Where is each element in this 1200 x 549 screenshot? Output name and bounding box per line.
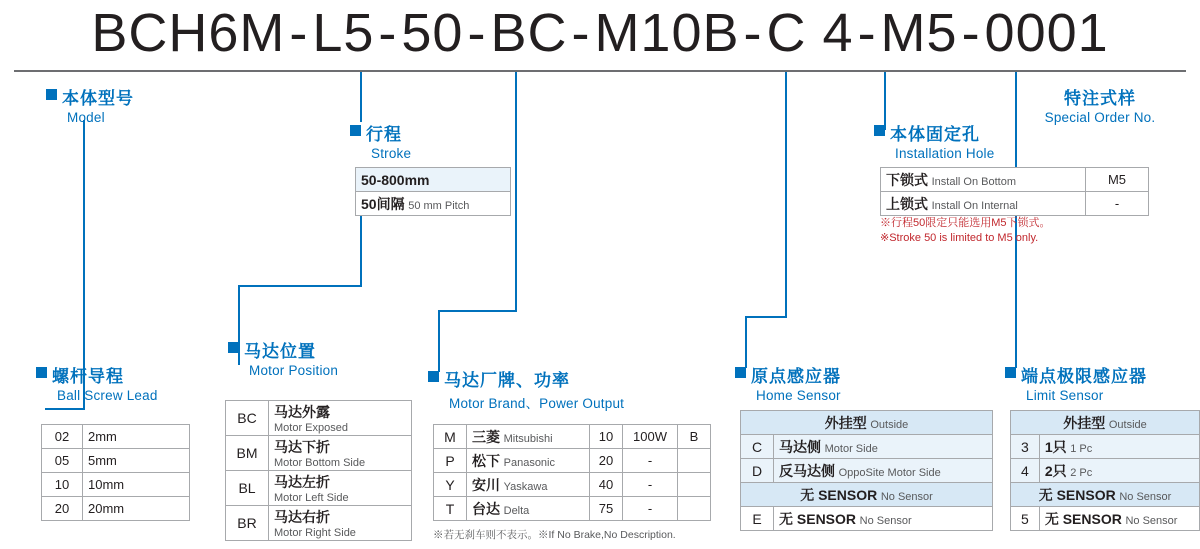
label-model-cn: 本体型号 [62, 89, 134, 108]
code-underline [14, 70, 1186, 72]
limit-sensor-en: No Sensor [1125, 514, 1178, 527]
stroke-table [355, 167, 511, 216]
lead-code: 05 [42, 449, 83, 473]
stroke-pitch-cell [356, 192, 511, 216]
ball-screw-lead-table [41, 424, 190, 521]
brand-cn: 台达 [472, 500, 500, 517]
label-ball-screw-lead-en: Ball Screw Lead [57, 388, 158, 403]
label-home-sensor [735, 362, 841, 403]
motor-brand-footnote: ※若无刹车则不表示。※If No Brake,No Description. [433, 529, 676, 541]
code-dash: - [857, 3, 877, 63]
home-sensor-cn: 马达侧 [779, 438, 821, 455]
brand-en: Mitsubishi [503, 432, 553, 445]
limit-sensor-en: 1 Pc [1070, 442, 1093, 455]
code-dash: - [289, 3, 309, 63]
connector-motor-brand-horizontal [438, 310, 517, 312]
code-dash: - [378, 3, 398, 63]
lead-value: 10mm [83, 473, 190, 497]
home-sensor-en: No Sensor [859, 514, 912, 527]
label-installation-hole [874, 120, 994, 161]
connector-home-sensor-horizontal [745, 316, 787, 318]
label-home-sensor-cn: 原点感应器 [751, 367, 841, 386]
limit-sensor-cn: 无 SENSOR [1038, 486, 1116, 503]
brand-name [467, 473, 590, 497]
home-sensor-table [740, 410, 993, 531]
motor-position-en: Motor Left Side [274, 492, 349, 504]
home-sensor-no-sensor-header [741, 483, 993, 507]
label-motor-brand-cn: 马达厂牌、功率 [444, 371, 570, 390]
brand-code: P [434, 449, 467, 473]
table-row [42, 449, 190, 473]
table-row [226, 471, 412, 506]
code-seg-model: BCH6M [91, 3, 286, 63]
table-row [42, 497, 190, 521]
install-bottom-value: M5 [1086, 168, 1149, 192]
label-ball-screw-lead [36, 362, 158, 403]
bullet-square-icon [735, 367, 746, 378]
home-sensor-cn: 无 SENSOR [800, 486, 878, 503]
lead-code: 20 [42, 497, 83, 521]
install-bottom-cn: 下锁式 [886, 171, 928, 188]
power-value: - [623, 449, 678, 473]
table-row [1011, 459, 1200, 483]
limit-sensor-no-sensor-header [1011, 483, 1200, 507]
bullet-square-icon [228, 342, 239, 353]
table-row [356, 168, 511, 192]
home-sensor-code: D [741, 459, 774, 483]
connector-stroke-down [360, 216, 362, 286]
table-row [42, 473, 190, 497]
lead-code: 10 [42, 473, 83, 497]
stroke-pitch-cn: 50间隔 [361, 195, 405, 212]
bullet-square-icon [428, 371, 439, 382]
power-value: 100W [623, 425, 678, 449]
table-row [881, 192, 1149, 216]
motor-position-table [225, 400, 412, 541]
brand-name [467, 449, 590, 473]
label-motor-position-cn: 马达位置 [244, 342, 316, 361]
home-sensor-en: No Sensor [880, 490, 933, 503]
install-internal-cn: 上锁式 [886, 195, 928, 212]
lead-code: 02 [42, 425, 83, 449]
brand-cn: 松下 [472, 452, 500, 469]
label-motor-brand-en: Motor Brand、Power Output [449, 396, 625, 411]
motor-position-desc [269, 401, 412, 436]
label-motor-position-en: Motor Position [249, 363, 339, 378]
label-model-en: Model [67, 110, 105, 125]
brake-code [678, 449, 711, 473]
lead-value: 2mm [83, 425, 190, 449]
installation-hole-table [880, 167, 1149, 216]
stroke-range-cell [356, 168, 511, 192]
bullet-square-icon [1005, 367, 1016, 378]
motor-position-code: BM [226, 436, 269, 471]
power-code: 75 [590, 497, 623, 521]
motor-position-en: Motor Exposed [274, 422, 348, 434]
power-code: 40 [590, 473, 623, 497]
brand-name [467, 497, 590, 521]
motor-position-code: BR [226, 506, 269, 541]
power-value: - [623, 473, 678, 497]
limit-sensor-table [1010, 410, 1200, 531]
limit-sensor-cn: 1只 [1044, 438, 1067, 455]
code-dash: - [467, 3, 487, 63]
home-sensor-code: C [741, 435, 774, 459]
motor-position-code: BL [226, 471, 269, 506]
brand-name [467, 425, 590, 449]
installation-hole-note [880, 216, 1051, 246]
connector-home-sensor-drop [745, 316, 747, 368]
home-sensor-desc [774, 435, 993, 459]
home-sensor-header [741, 411, 993, 435]
table-row [1011, 507, 1200, 531]
connector-stroke-vertical [360, 72, 362, 122]
table-row [356, 192, 511, 216]
limit-sensor-code: 4 [1011, 459, 1040, 483]
home-sensor-en: Motor Side [824, 442, 878, 455]
code-seg-stroke: 50 [401, 3, 464, 63]
install-internal-value: - [1086, 192, 1149, 216]
code-seg-motor-position: BC [490, 3, 568, 63]
table-row [741, 483, 993, 507]
home-sensor-cn: 反马达侧 [779, 462, 835, 479]
label-limit-sensor-cn: 端点极限感应器 [1021, 367, 1147, 386]
limit-sensor-header-cn: 外挂型 [1063, 414, 1106, 431]
home-sensor-desc [774, 459, 993, 483]
code-seg-special-order: 0001 [984, 3, 1109, 63]
installation-hole-note-en: ※Stroke 50 is limited to M5 only. [880, 231, 1039, 244]
power-code: 10 [590, 425, 623, 449]
label-stroke-en: Stroke [371, 146, 412, 161]
label-stroke-cn: 行程 [366, 125, 402, 144]
brand-code: M [434, 425, 467, 449]
code-dash: - [961, 3, 981, 63]
power-value: - [623, 497, 678, 521]
limit-sensor-desc [1039, 507, 1199, 531]
table-row [226, 436, 412, 471]
motor-position-cn: 马达右折 [274, 509, 330, 525]
motor-position-desc [269, 471, 412, 506]
label-model [46, 84, 134, 125]
table-row [434, 425, 711, 449]
power-code: 20 [590, 449, 623, 473]
table-row [741, 507, 993, 531]
table-row [42, 425, 190, 449]
lead-value: 20mm [83, 497, 190, 521]
table-row [741, 459, 993, 483]
label-special-order-cn: 特注式样 [1064, 89, 1136, 108]
label-special-order-en: Special Order No. [1044, 110, 1156, 125]
table-row [434, 473, 711, 497]
connector-model-horizontal [45, 408, 85, 410]
table-row [741, 435, 993, 459]
motor-brand-table [433, 424, 711, 521]
bullet-square-icon [36, 367, 47, 378]
code-dash: - [743, 3, 763, 63]
motor-position-desc [269, 436, 412, 471]
stroke-pitch-en: 50 mm Pitch [408, 199, 470, 212]
table-row [1011, 435, 1200, 459]
code-dash: - [571, 3, 591, 63]
brake-code [678, 473, 711, 497]
brand-code: T [434, 497, 467, 521]
install-bottom-cell [881, 168, 1086, 192]
home-sensor-header-en: Outside [870, 418, 909, 431]
limit-sensor-en: 2 Pc [1070, 466, 1093, 479]
install-internal-en: Install On Internal [931, 199, 1018, 212]
lead-value: 5mm [83, 449, 190, 473]
bullet-square-icon [874, 125, 885, 136]
home-sensor-desc [774, 507, 993, 531]
connector-motor-brand-vertical [515, 72, 517, 312]
table-row [226, 401, 412, 436]
part-number-code [0, 2, 1200, 64]
label-stroke [350, 120, 411, 161]
brake-code: B [678, 425, 711, 449]
table-row [434, 449, 711, 473]
brand-en: Panasonic [503, 456, 555, 469]
code-seg-lead: L5 [312, 3, 375, 63]
limit-sensor-code: 5 [1011, 507, 1040, 531]
motor-position-code: BC [226, 401, 269, 436]
limit-sensor-desc [1039, 459, 1199, 483]
limit-sensor-cn: 无 SENSOR [1044, 510, 1122, 527]
home-sensor-header-cn: 外挂型 [824, 414, 867, 431]
limit-sensor-code: 3 [1011, 435, 1040, 459]
motor-position-cn: 马达外露 [274, 404, 330, 420]
bullet-square-icon [350, 125, 361, 136]
motor-position-en: Motor Right Side [274, 527, 356, 539]
label-home-sensor-en: Home Sensor [756, 388, 841, 403]
brand-en: Yaskawa [503, 480, 548, 493]
home-sensor-code: E [741, 507, 774, 531]
label-installation-hole-cn: 本体固定孔 [890, 125, 980, 144]
motor-position-cn: 马达左折 [274, 474, 330, 490]
motor-position-desc [269, 506, 412, 541]
brand-code: Y [434, 473, 467, 497]
connector-motor-position-horizontal [238, 285, 362, 287]
brand-cn: 三菱 [472, 428, 500, 445]
bullet-square-icon [46, 89, 57, 100]
table-row [881, 168, 1149, 192]
install-bottom-en: Install On Bottom [931, 175, 1016, 188]
label-limit-sensor-en: Limit Sensor [1026, 388, 1104, 403]
brand-en: Delta [503, 504, 530, 517]
connector-motor-brand-drop [438, 310, 440, 372]
table-row [1011, 411, 1200, 435]
code-seg-installation-hole: M5 [880, 3, 958, 63]
code-seg-home-sensor: C 4 [766, 3, 854, 63]
table-row [434, 497, 711, 521]
label-limit-sensor [1005, 362, 1147, 403]
label-motor-brand [428, 366, 624, 412]
installation-hole-note-cn: ※行程50限定只能选用M5下锁式。 [880, 217, 1051, 229]
table-row [226, 506, 412, 541]
label-special-order [1020, 84, 1180, 125]
connector-home-sensor-vertical [785, 72, 787, 318]
table-row [1011, 483, 1200, 507]
limit-sensor-cn: 2只 [1044, 462, 1067, 479]
home-sensor-cn: 无 SENSOR [779, 510, 857, 527]
code-seg-motor-brand: M10B [594, 3, 740, 63]
motor-position-en: Motor Bottom Side [274, 457, 366, 469]
limit-sensor-desc [1039, 435, 1199, 459]
stroke-range: 50-800mm [361, 171, 430, 188]
label-installation-hole-en: Installation Hole [895, 146, 995, 161]
label-motor-position [228, 337, 338, 378]
home-sensor-en: OppoSite Motor Side [838, 466, 941, 479]
table-row [741, 411, 993, 435]
limit-sensor-header [1011, 411, 1200, 435]
limit-sensor-header-en: Outside [1108, 418, 1147, 431]
brand-cn: 安川 [472, 476, 500, 493]
motor-position-cn: 马达下折 [274, 439, 330, 455]
brake-code [678, 497, 711, 521]
label-ball-screw-lead-cn: 螺杆导程 [52, 367, 124, 386]
limit-sensor-en: No Sensor [1119, 490, 1172, 503]
install-internal-cell [881, 192, 1086, 216]
